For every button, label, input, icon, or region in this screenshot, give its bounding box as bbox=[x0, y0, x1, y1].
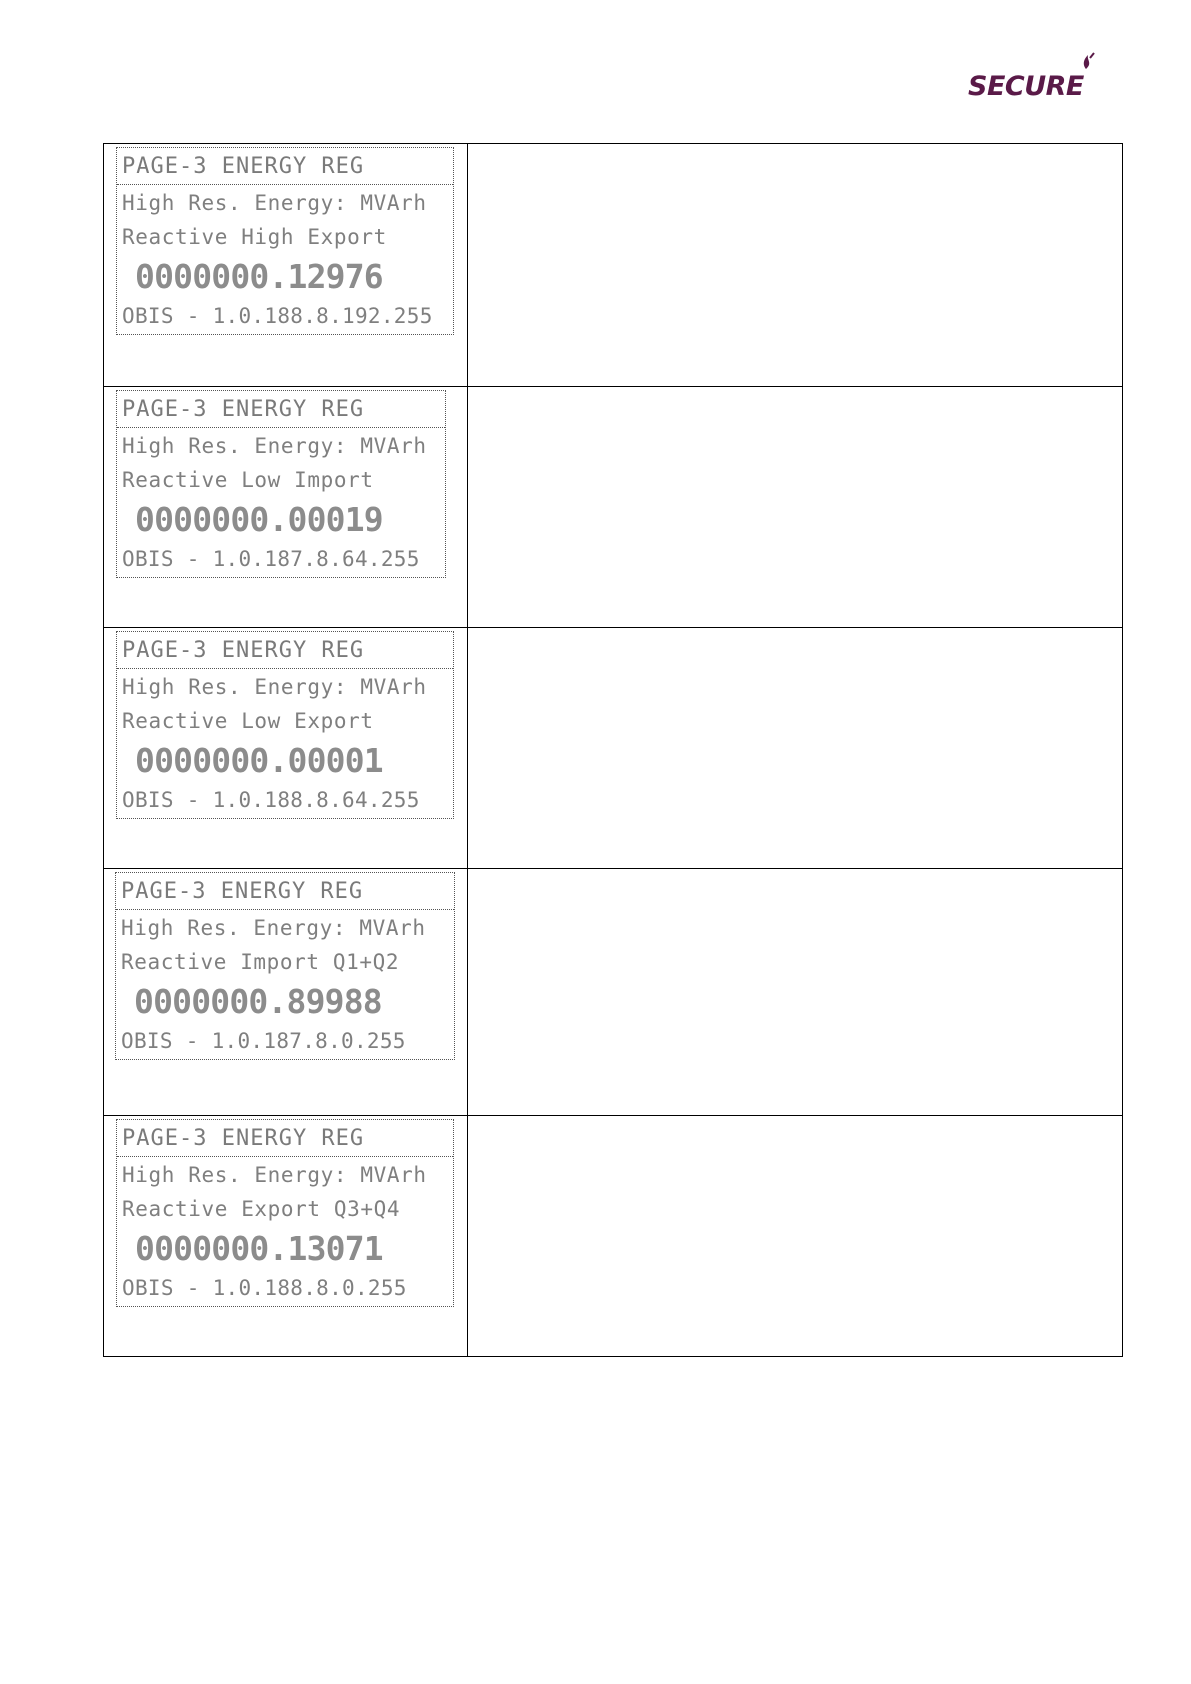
lcd-parameter: Reactive Low Import bbox=[122, 468, 374, 492]
table-row bbox=[104, 144, 1123, 387]
lcd-value: 0000000.12976 bbox=[135, 257, 383, 296]
lcd-obis-code: OBIS - 1.0.188.8.64.255 bbox=[122, 788, 420, 812]
lcd-page-header: PAGE-3 ENERGY REG bbox=[116, 873, 454, 910]
display-cell bbox=[104, 869, 468, 1116]
lcd-display bbox=[116, 390, 446, 578]
lcd-page-header: PAGE-3 ENERGY REG bbox=[117, 1120, 453, 1157]
lcd-parameter: Reactive Low Export bbox=[122, 709, 374, 733]
logo-wordmark: SECURE bbox=[968, 71, 1084, 102]
lcd-obis-code: OBIS - 1.0.187.8.64.255 bbox=[122, 547, 420, 571]
lcd-energy-title: High Res. Energy: MVArh bbox=[122, 191, 427, 215]
lcd-energy-title: High Res. Energy: MVArh bbox=[121, 916, 426, 940]
description-cell bbox=[468, 144, 1123, 387]
flame-icon bbox=[1076, 52, 1096, 70]
description-cell bbox=[468, 387, 1123, 628]
description-cell bbox=[468, 1116, 1123, 1357]
lcd-parameter: Reactive Export Q3+Q4 bbox=[122, 1197, 401, 1221]
display-cell bbox=[104, 387, 468, 628]
lcd-page-header: PAGE-3 ENERGY REG bbox=[117, 148, 453, 185]
lcd-display bbox=[115, 872, 455, 1060]
secure-logo bbox=[968, 52, 1114, 100]
display-cell bbox=[104, 144, 468, 387]
lcd-value: 0000000.00001 bbox=[135, 741, 383, 780]
lcd-display bbox=[116, 631, 454, 819]
table-row bbox=[104, 628, 1123, 869]
lcd-obis-code: OBIS - 1.0.187.8.0.255 bbox=[121, 1029, 406, 1053]
lcd-energy-title: High Res. Energy: MVArh bbox=[122, 1163, 427, 1187]
lcd-display bbox=[116, 147, 454, 335]
lcd-page-header: PAGE-3 ENERGY REG bbox=[117, 391, 445, 428]
table-row bbox=[104, 869, 1123, 1116]
lcd-parameter: Reactive High Export bbox=[122, 225, 387, 249]
table-row bbox=[104, 1116, 1123, 1357]
lcd-display bbox=[116, 1119, 454, 1307]
lcd-energy-title: High Res. Energy: MVArh bbox=[122, 675, 427, 699]
lcd-obis-code: OBIS - 1.0.188.8.192.255 bbox=[122, 304, 433, 328]
lcd-obis-code: OBIS - 1.0.188.8.0.255 bbox=[122, 1276, 407, 1300]
description-cell bbox=[468, 869, 1123, 1116]
lcd-value: 0000000.89988 bbox=[134, 982, 382, 1021]
table-row bbox=[104, 387, 1123, 628]
display-cell bbox=[104, 628, 468, 869]
lcd-energy-title: High Res. Energy: MVArh bbox=[122, 434, 427, 458]
description-cell bbox=[468, 628, 1123, 869]
lcd-value: 0000000.13071 bbox=[135, 1229, 383, 1268]
lcd-page-header: PAGE-3 ENERGY REG bbox=[117, 632, 453, 669]
lcd-parameter: Reactive Import Q1+Q2 bbox=[121, 950, 400, 974]
display-cell bbox=[104, 1116, 468, 1357]
lcd-value: 0000000.00019 bbox=[135, 500, 383, 539]
register-table bbox=[103, 143, 1123, 1357]
